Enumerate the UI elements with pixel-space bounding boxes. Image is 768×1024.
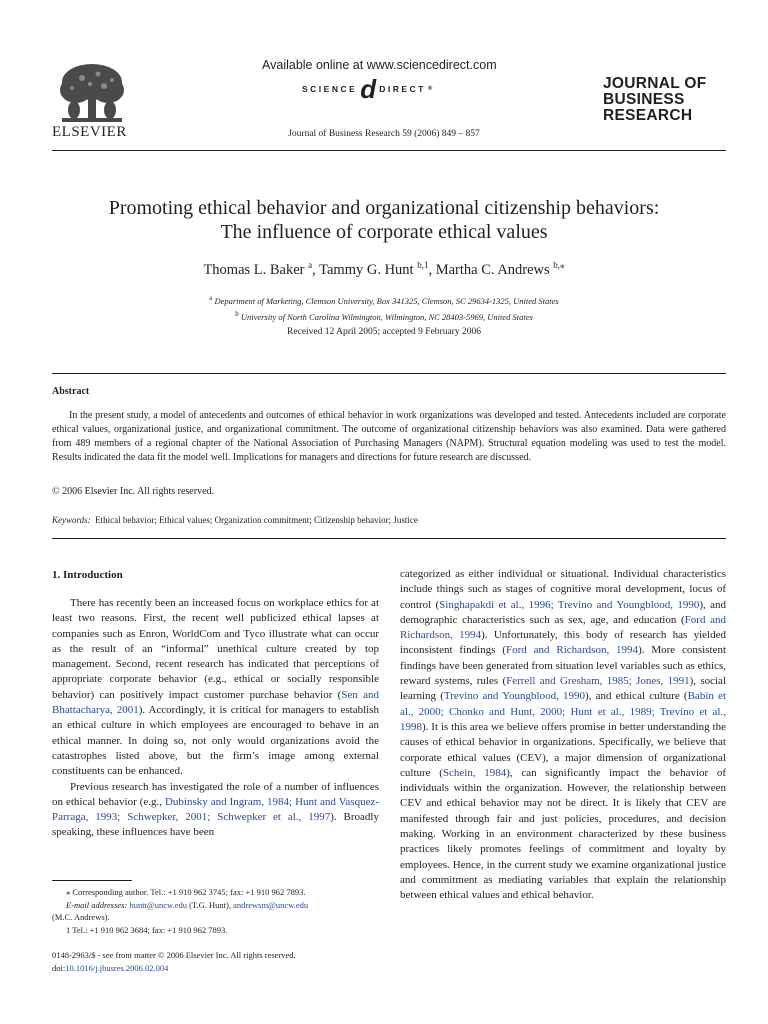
keywords-label: Keywords: <box>52 515 91 525</box>
section-heading: 1. Introduction <box>52 569 123 581</box>
affiliation-line <box>0 292 768 308</box>
doi-line <box>52 962 296 975</box>
publisher-name: ELSEVIER <box>52 124 127 140</box>
abstract-heading: Abstract <box>52 386 90 397</box>
journal-title-line: JOURNAL OF <box>603 75 707 92</box>
paragraph-text: Previous research has investigated the role of a number of influences on ethical behavior (e.g., <box>52 780 379 808</box>
author-name: Martha C. Andrews <box>435 261 550 278</box>
keywords-text: Ethical behavior; Ethical values; Organization commitment; Citizenship behavior; Justice <box>95 515 418 525</box>
affiliation-line <box>0 308 768 324</box>
email-link[interactable]: huntt@uncw.edu <box>129 899 187 910</box>
footnote-corresponding: ⁎ Corresponding author. Tel.: +1 910 962 3745; fax: +1 910 962 7893. <box>66 887 306 897</box>
paragraph-text: ). Unfortunately, this body of research has yielded inconsistent findings ( <box>400 629 726 657</box>
received-dates: Received 12 April 2005; accepted 9 February 2006 <box>287 327 481 337</box>
citation-link[interactable]: Schein, 1984 <box>442 766 507 779</box>
footnote-divider <box>52 880 132 881</box>
affiliation-sup: b <box>235 309 239 318</box>
sd-mark: ® <box>427 86 433 92</box>
issn-line: 0148-2963/$ - see front matter © 2006 Elsevier Inc. All rights reserved. <box>52 950 296 960</box>
email-owner: (M.C. Andrews). <box>52 912 110 922</box>
email-link[interactable]: andrewsm@uncw.edu <box>233 899 309 910</box>
citation-link[interactable]: Dubinsky and Ingram, 1984; Hunt and Vasquez-Parraga, 1993; Schwepker, 2001; Schwepker et al., 1997 <box>52 795 379 824</box>
front-matter <box>52 949 296 974</box>
abstract-body <box>52 409 726 465</box>
title-line-1: Promoting ethical behavior and organizational citizenship behaviors: <box>108 197 660 219</box>
sciencedirect-logo <box>302 74 433 104</box>
paragraph-text: ). It is this area we believe offers promise in better understanding the causes of ethical behavior in organizations. Specifically, we believe that corporate ethical values (CEV), a major dimension of organizational culture ( <box>400 720 726 779</box>
abstract-top-divider <box>52 373 726 374</box>
paper-title <box>0 196 768 244</box>
author-list: Thomas L. Baker $^a$, Tammy G. Hunt $^{b,1}$, Martha C. Andrews $^{b,⁎}$ <box>203 260 565 278</box>
author-sup: b,⁎ <box>553 260 565 270</box>
journal-title <box>603 76 706 124</box>
right-column <box>400 567 726 904</box>
citation-link[interactable]: Trevino and Youngblood, 1990 <box>443 690 586 703</box>
paragraph <box>400 567 726 904</box>
citation-link[interactable]: Ford and Richardson, 1994 <box>505 644 639 657</box>
sd-right: DIRECT <box>379 84 426 94</box>
citation-link[interactable]: Sen and Bhattacharya, 2001 <box>52 688 379 717</box>
affiliation-text: Department of Marketing, Clemson University, Box 341325, Clemson, SC 29634-1325, United States <box>214 295 559 306</box>
paragraph-text: ), and ethical culture ( <box>585 690 688 703</box>
paragraph-text: ). More consistent findings have been generated from situation level variables such as ethics, reward systems, rules ( <box>400 644 727 688</box>
paragraph-text: There has recently been an increased focus on workplace ethics for at least two reasons. First, the recent well publicized ethical lapses at companies such as Enron, WorldCom and Tyco illustrate what can occur as the result of an “informal” unethical culture created by top management. Second, recent research has indicated that perceptions of appropriate corporate behavior (e.g., ethical or socially responsible behavior) can positively impact customer purchase behavior ( <box>52 597 379 701</box>
citation-link[interactable]: Ford and Richardson, 1994 <box>400 613 726 642</box>
left-column <box>52 596 379 841</box>
author-sup: b,1 <box>417 260 429 270</box>
affiliation-text: University of North Carolina Wilmington, Wilmington, NC 28403-5969, United States <box>240 311 533 322</box>
journal-title-line: BUSINESS <box>603 91 685 108</box>
journal-title-line: RESEARCH <box>603 107 693 124</box>
citation-link[interactable]: Babin et al., 2000; Chonko and Hunt, 2000; Hunt et al., 1989; Trevino et al., 1998 <box>400 690 726 733</box>
keywords <box>52 515 418 525</box>
abstract-text: In the present study, a model of antecedents and outcomes of ethical behavior in work organizations was developed and tested. Antecedents included are corporate ethical values, organizational justice, and organizational commitment. The outcome of organizational citizenship behaviors was also examined. Data were gathered from 489 members of a regional chapter of the National Association of Purchasing Managers (NAPM). Structural equation modeling was used to test the model. Results indicated the data fit the model well. Implications for managers and directions for future research are discussed. <box>52 410 726 463</box>
citation-link[interactable]: Ferrell and Gresham, 1985; Jones, 1991 <box>506 675 690 688</box>
footnote-1: 1 Tel.: +1 910 962 3684; fax: +1 910 962 7893. <box>66 924 228 935</box>
citation-link[interactable]: Singhapakdi et al., 1996; Trevino and Youngblood, 1990 <box>439 598 700 611</box>
doi-label: doi: <box>52 962 66 973</box>
footnotes <box>52 886 382 936</box>
author-sup: a <box>308 260 313 270</box>
copyright: © 2006 Elsevier Inc. All rights reserved. <box>52 486 215 497</box>
author-name: Thomas L. Baker <box>203 261 305 278</box>
author-name: Tammy G. Hunt <box>319 261 414 278</box>
sd-at-icon: d <box>360 74 377 104</box>
paragraph-text: categorized as either individual or situational. Individual characteristics include things such as stages of cognitive moral development, locus of control ( <box>400 568 726 611</box>
affiliations <box>0 292 768 324</box>
available-online[interactable]: Available online at www.sciencedirect.com <box>262 58 497 72</box>
abstract-bottom-divider <box>52 538 726 539</box>
paragraph <box>52 780 379 841</box>
sd-left: SCIENCE <box>302 84 358 94</box>
title-line-2: The influence of corporate ethical values <box>220 221 548 243</box>
header-divider <box>52 150 726 151</box>
paragraph-text: ), social learning ( <box>400 675 726 703</box>
doi-link[interactable]: 10.1016/j.jbusres.2006.02.004 <box>65 962 169 973</box>
email-label: E-mail addresses: <box>66 899 128 910</box>
paragraph-text: ), and demographic characteristics such as sex, age, and education ( <box>400 598 726 626</box>
paragraph-text: ). Broadly speaking, these influences have been <box>52 811 379 839</box>
paragraph <box>52 596 379 780</box>
footnote-emails <box>52 899 382 912</box>
email-owner: (T.G. Hunt), <box>187 899 234 910</box>
affiliation-sup: a <box>209 294 213 302</box>
paragraph-text: ), can significantly impact the behavior of individuals within the organization. However, the relationship between CEV and ethical behavior may not be direct. It is likely that CEV are manifested through fair and just policies, procedures, and decision making. Working in an environment characterized by these business practices likely promotes feelings of commitment and loyalty by employees. Hence, in the current study we examine organizational justice and commitment as mediating variables that explain the relationship between ethical values and ethical behavior. <box>400 766 727 902</box>
journal-reference: Journal of Business Research 59 (2006) 849 – 857 <box>288 129 480 139</box>
paragraph-text: ). Accordingly, it is critical for managers to establish an ethical culture in which employees are encouraged to behave in an ethical manner. In doing so, not only would organizations avoid the catastrophes listed above, but the firm’s image among external constituents can be enhanced. <box>52 704 379 778</box>
